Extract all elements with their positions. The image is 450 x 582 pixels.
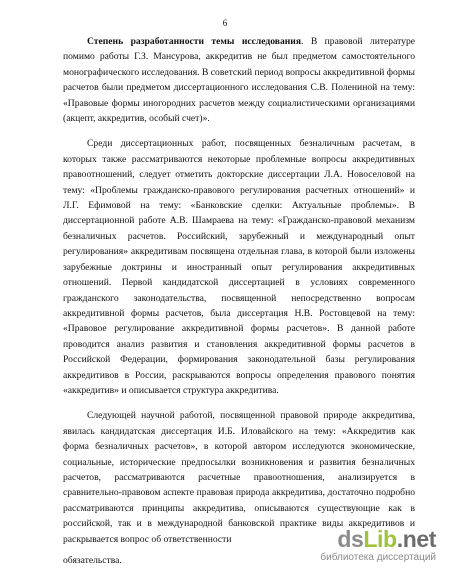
dslib-watermark: [316, 526, 436, 572]
watermark-subtitle: библиотека диссертаций: [320, 552, 436, 563]
section-heading-bold: Степень разработанности темы исследования: [87, 36, 302, 47]
paragraph-text: . В правовой литературе помимо работы Г.З. Мансурова, аккредитив не был предметом самостоятельного монографического исследования. В советский период вопросы аккредитивной формы расчетов были предметом диссертационного исследования С.В. Полениной на тему: «Правовые формы иногородних расчетов между социалистическими организациями (акцепт, аккредитив, особый счет)».: [63, 36, 416, 125]
page-number: 6: [222, 18, 228, 28]
paragraph-continuation: обязательства.: [63, 555, 122, 566]
paragraph-dissertations: Среди диссертационных работ, посвященных безналичным расчетам, в которых также рассматриваются некоторые проблемные вопросы аккредитивных правоотношений, следует отметить докторские диссертации Л.А. Новоселовой на тему: «Проблемы гражданско-правового регулирования расчетных отношений» и Л.Г. Ефимовой на тему: «Банковские сделки: Актуальные проблемы». В диссертационной работе А.В. Шамраева на тему: «Гражданско-правовой механизм безналичных расчетов. Российский, зарубежный и международный опыт регулирования» аккредитивам посвящена отдельная глава, в которой были изложены зарубежные доктрины и иностранный опыт регулирования аккредитивных отношений. Первой кандидатской диссертацией в условиях современного гражданского законодательства, посвященной непосредственно вопросам аккредитивной формы расчетов, была диссертация Н.В. Ростовцевой на тему: «Правовое регулирование аккредитивной формы расчетов». В данной работе проводится анализ развития и становления аккредитивной формы расчетов в Российской Федерации, формирования законодательной базы регулирования аккредитивов в России, раскрываются вопросы определения правового понятия «аккредитив» и описывается структура аккредитива.: [63, 138, 415, 396]
paragraph-next-work: Следующей научной работой, посвященной правовой природе аккредитива, явилась кандидатская диссертация И.Б. Иловайского на тему: «Аккредитив как форма безналичных расчетов», в которой автором исследуются экономические, социальные, исторические предпосылки возникновения и развития безналичных расчетов, рассматриваются расчетные правоотношения, анализируется в сравнительно-правовом аспекте правовая природа аккредитива, достаточно подробно рассматриваются принципы аккредитива, описываются существующие как в российской, так и в международной банковской практике виды аккредитивов и раскрывается вопрос об ответственности: [63, 410, 415, 545]
dslib-logo: dsLib.net: [337, 526, 436, 552]
document-body: [63, 34, 415, 578]
paragraph-research-development: [63, 34, 415, 126]
